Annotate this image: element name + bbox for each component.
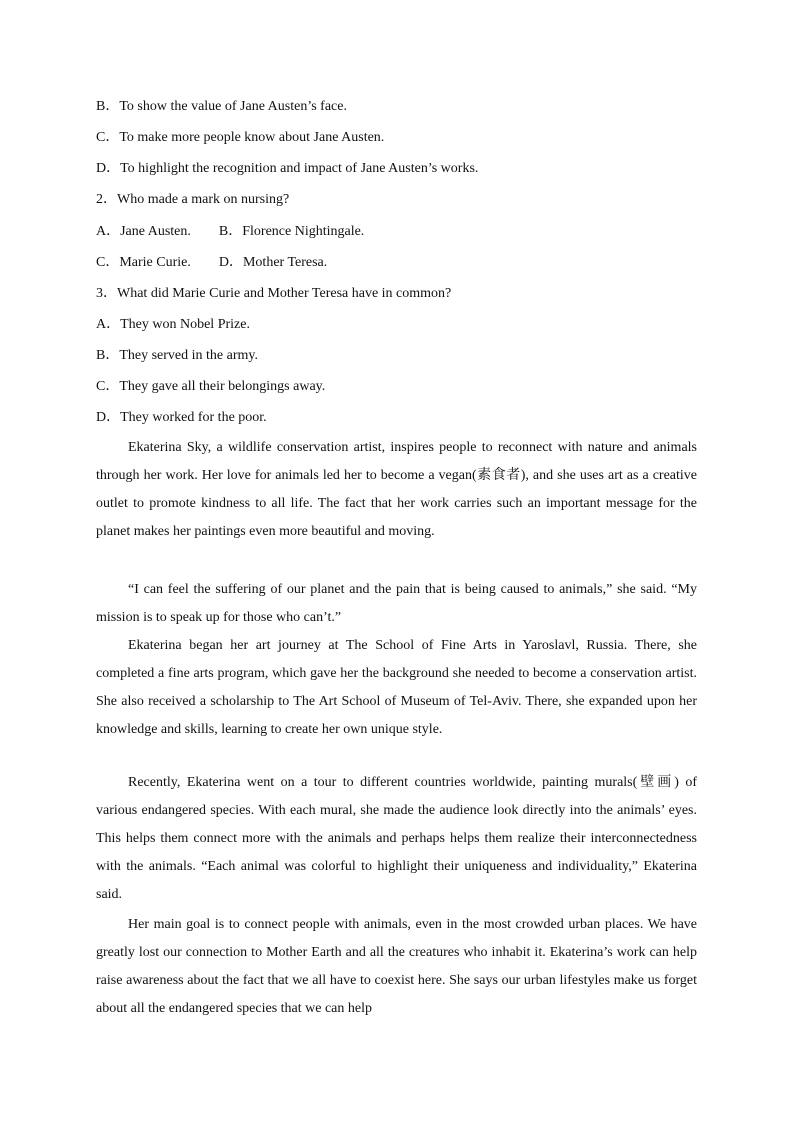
q2-options-row-1 — [96, 223, 364, 241]
q2-option-b: B．Florence Nightingale. — [218, 224, 365, 239]
q1-option-b: B．To show the value of Jane Austen’s face. — [96, 99, 347, 114]
q2-option-d: D．Mother Teresa. — [218, 255, 328, 270]
q3-option-d: D．They worked for the poor. — [96, 410, 267, 425]
q3-stem: 3．What did Marie Curie and Mother Teresa have in common? — [96, 286, 452, 301]
passage-paragraph-5: Her main goal is to connect people with animals, even in the most crowded urban places. We have greatly lost our connection to Mother Earth and all the creatures who inhabit it. Ekaterina’s work can help raise awareness about the fact that we all have to coexist here. She says our urban lifestyles make us forget about all the endangered species that we can help — [96, 917, 697, 1017]
passage-paragraph-3: Ekaterina began her art journey at The School of Fine Arts in Yaroslavl, Russia. There, she completed a fine arts program, which gave her the background she needed to become a conservation artist. She also received a scholarship to The Art School of Museum of Tel-Aviv. There, she expanded upon her knowledge and skills, learning to create her own unique style. — [96, 638, 697, 738]
passage-paragraph-4: Recently, Ekaterina went on a tour to different countries worldwide, painting murals(壁画) of various endangered species. With each mural, she made the audience look directly into the animals’ eyes. This helps them connect more with the animals and perhaps helps them realize their interconnectedness with the animals. “Each animal was colorful to highlight their uniqueness and individuality,” Ekaterina said. — [96, 775, 697, 903]
q3-option-a: A．They won Nobel Prize. — [96, 317, 250, 332]
q1-option-d: D．To highlight the recognition and impact of Jane Austen’s works. — [96, 161, 479, 176]
q2-options-row-2 — [96, 254, 327, 272]
q3-option-b: B．They served in the army. — [96, 348, 258, 363]
passage-paragraph-1: Ekaterina Sky, a wildlife conservation artist, inspires people to reconnect with nature and animals through her work. Her love for animals led her to become a vegan(素食者), and she uses art as a creative outlet to promote kindness to all life. The fact that her work carries such an important message for the planet makes her paintings even more beautiful and moving. — [96, 440, 697, 540]
q2-option-a: A．Jane Austen. — [96, 224, 191, 239]
q3-option-c: C．They gave all their belongings away. — [96, 379, 326, 394]
passage-paragraph-2: “I can feel the suffering of our planet and the pain that is being caused to animals,” she said. “My mission is to speak up for those who can’t.” — [96, 582, 697, 626]
q1-option-c: C．To make more people know about Jane Austen. — [96, 130, 385, 145]
q2-option-c: C．Marie Curie. — [96, 255, 191, 270]
q2-stem: 2．Who made a mark on nursing? — [96, 192, 290, 207]
